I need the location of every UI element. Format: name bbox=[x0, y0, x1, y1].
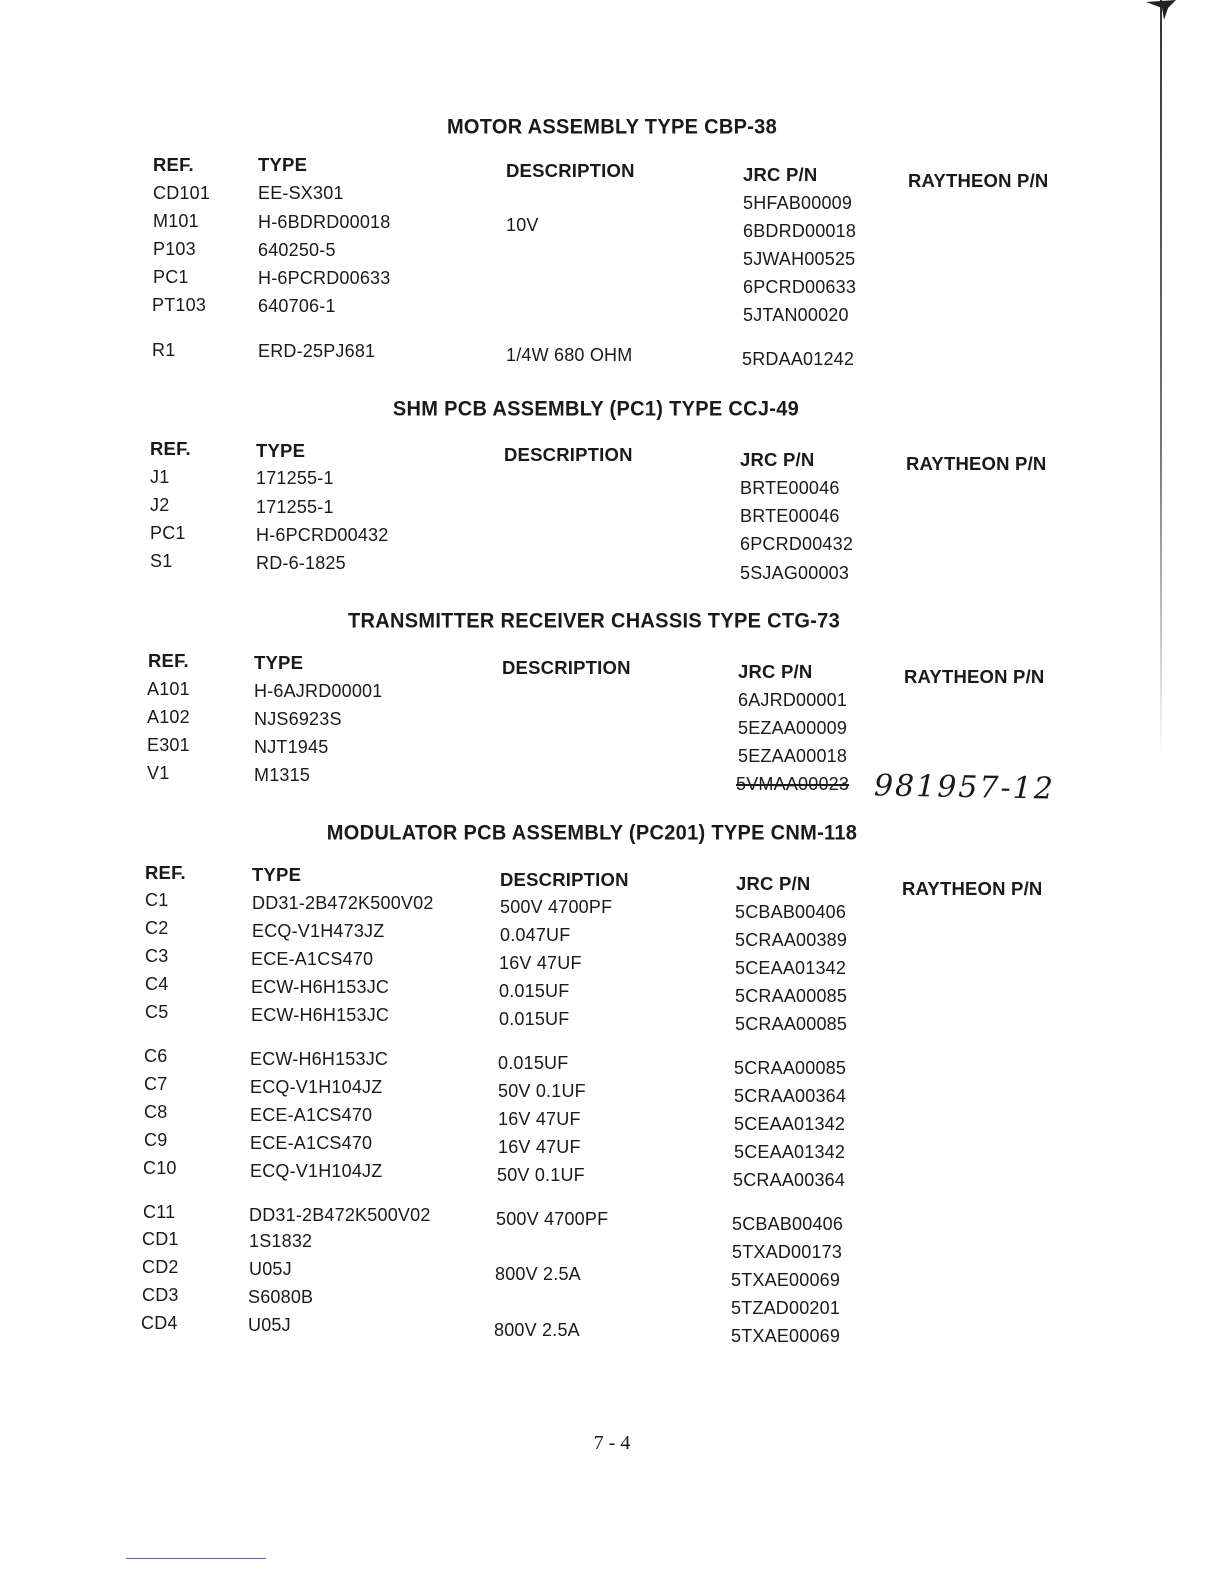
cell-jrc-pn-struck: 5VMAA00023 bbox=[736, 774, 850, 794]
cell-type: 640706-1 bbox=[258, 296, 336, 316]
cell-type: M1315 bbox=[254, 765, 311, 785]
cell-ref: E301 bbox=[147, 735, 190, 755]
cell-jrc-pn: BRTE00046 bbox=[740, 506, 840, 526]
cell-ref: CD101 bbox=[153, 183, 211, 203]
cell-jrc-pn: 5CEAA01342 bbox=[735, 958, 847, 978]
header-description: DESCRIPTION bbox=[506, 160, 635, 181]
cell-ref: J2 bbox=[150, 495, 170, 515]
header-raytheon-pn: RAYTHEON P/N bbox=[906, 453, 1047, 474]
cell-description: 0.015UF bbox=[499, 1009, 570, 1029]
cell-ref: PC1 bbox=[153, 267, 189, 287]
cell-ref: CD3 bbox=[142, 1285, 179, 1305]
cell-jrc-pn: 5TZAD00201 bbox=[731, 1298, 841, 1318]
cell-ref: J1 bbox=[150, 467, 170, 487]
cell-jrc-pn: 6BDRD00018 bbox=[743, 221, 857, 241]
cell-description: 10V bbox=[506, 215, 539, 235]
cell-description: 0.047UF bbox=[500, 925, 571, 945]
cell-jrc-pn: 5CRAA00389 bbox=[735, 930, 848, 950]
cell-description: 0.015UF bbox=[499, 981, 570, 1001]
cell-ref: C9 bbox=[144, 1130, 168, 1150]
cell-jrc-pn: 5CEAA01342 bbox=[734, 1114, 846, 1134]
cell-jrc-pn: BRTE00046 bbox=[740, 478, 840, 498]
cell-jrc-pn: 5CBAB00406 bbox=[732, 1214, 844, 1234]
header-jrc-pn: JRC P/N bbox=[738, 661, 813, 682]
page-number: 7 - 4 bbox=[593, 1432, 631, 1454]
cell-ref: CD1 bbox=[142, 1229, 179, 1249]
cell-ref: C8 bbox=[144, 1102, 168, 1122]
header-description: DESCRIPTION bbox=[500, 869, 629, 890]
cell-jrc-pn: 5CRAA00364 bbox=[734, 1086, 847, 1106]
header-ref: REF. bbox=[153, 154, 194, 175]
cell-jrc-pn: 5JWAH00525 bbox=[743, 249, 856, 269]
cell-jrc-pn: 5CRAA00085 bbox=[735, 986, 848, 1006]
cell-jrc-pn: 6PCRD00432 bbox=[740, 534, 854, 554]
cell-type: 1S1832 bbox=[249, 1231, 313, 1251]
cell-ref: C3 bbox=[145, 946, 169, 966]
section-title-motor-assembly: MOTOR ASSEMBLY TYPE CBP-38 bbox=[446, 115, 778, 139]
cell-ref: S1 bbox=[150, 551, 173, 571]
cell-jrc-pn: 5JTAN00020 bbox=[743, 305, 849, 325]
cell-jrc-pn: 5CEAA01342 bbox=[734, 1142, 846, 1162]
header-type: TYPE bbox=[258, 154, 308, 175]
cell-jrc-pn: 5TXAE00069 bbox=[731, 1326, 841, 1346]
cell-ref: A102 bbox=[147, 707, 190, 727]
cell-jrc-pn: 5CRAA00085 bbox=[735, 1014, 848, 1034]
cell-jrc-pn: 5CRAA00364 bbox=[733, 1170, 846, 1190]
cell-ref: CD2 bbox=[142, 1257, 179, 1277]
header-description: DESCRIPTION bbox=[504, 444, 633, 465]
cell-jrc-pn: 5SJAG00003 bbox=[740, 563, 850, 583]
header-type: TYPE bbox=[254, 652, 304, 673]
cell-jrc-pn: 5HFAB00009 bbox=[743, 193, 853, 213]
cell-ref: PC1 bbox=[150, 523, 186, 543]
cell-type: ERD-25PJ681 bbox=[258, 341, 376, 361]
cell-description: 800V 2.5A bbox=[494, 1320, 580, 1340]
cell-ref: C5 bbox=[145, 1002, 169, 1022]
cell-type: NJT1945 bbox=[254, 737, 329, 757]
cell-type: ECQ-V1H104JZ bbox=[250, 1077, 383, 1097]
cell-type: ECQ-V1H104JZ bbox=[250, 1161, 383, 1181]
header-raytheon-pn: RAYTHEON P/N bbox=[902, 878, 1043, 899]
cell-type: ECQ-V1H473JZ bbox=[252, 921, 385, 941]
cell-type: 640250-5 bbox=[258, 240, 336, 260]
cell-ref: C11 bbox=[143, 1202, 176, 1222]
cell-jrc-pn: 5TXAD00173 bbox=[732, 1242, 843, 1262]
cell-ref: C7 bbox=[144, 1074, 168, 1094]
cell-ref: C10 bbox=[143, 1158, 177, 1178]
cell-jrc-pn: 5TXAE00069 bbox=[731, 1270, 841, 1290]
header-type: TYPE bbox=[256, 440, 306, 461]
cell-type: RD-6-1825 bbox=[256, 553, 346, 573]
section-title-modulator-pcb: MODULATOR PCB ASSEMBLY (PC201) TYPE CNM-118 bbox=[326, 821, 858, 845]
header-jrc-pn: JRC P/N bbox=[743, 164, 818, 185]
header-jrc-pn: JRC P/N bbox=[736, 873, 811, 894]
cell-description: 800V 2.5A bbox=[495, 1264, 581, 1284]
cell-type: S6080B bbox=[248, 1287, 314, 1307]
cell-description: 0.015UF bbox=[498, 1053, 569, 1073]
cell-ref: M101 bbox=[153, 211, 199, 231]
cell-type: ECW-H6H153JC bbox=[251, 977, 390, 997]
section-title-shm-pcb: SHM PCB ASSEMBLY (PC1) TYPE CCJ-49 bbox=[392, 397, 800, 421]
cell-type: ECE-A1CS470 bbox=[251, 949, 374, 969]
cell-description: 500V 4700PF bbox=[500, 897, 613, 917]
header-raytheon-pn: RAYTHEON P/N bbox=[904, 666, 1045, 687]
cell-jrc-pn: 5EZAA00009 bbox=[738, 718, 848, 738]
scan-corner-mark bbox=[1146, 0, 1176, 20]
cell-type: DD31-2B472K500V02 bbox=[252, 893, 434, 913]
cell-type: DD31-2B472K500V02 bbox=[249, 1205, 431, 1225]
scan-edge-line bbox=[1160, 0, 1162, 760]
cell-type: H-6PCRD00432 bbox=[256, 525, 389, 545]
header-ref: REF. bbox=[148, 650, 189, 671]
cell-jrc-pn: 6PCRD00633 bbox=[743, 277, 857, 297]
cell-description: 50V 0.1UF bbox=[497, 1165, 585, 1185]
cell-description: 1/4W 680 OHM bbox=[506, 345, 633, 365]
cell-ref: C6 bbox=[144, 1046, 168, 1066]
cell-description: 500V 4700PF bbox=[496, 1209, 609, 1229]
cell-type: ECE-A1CS470 bbox=[250, 1105, 373, 1125]
cell-jrc-pn: 5EZAA00018 bbox=[738, 746, 848, 766]
header-type: TYPE bbox=[252, 864, 302, 885]
cell-type: EE-SX301 bbox=[258, 183, 344, 203]
cell-type: ECW-H6H153JC bbox=[251, 1005, 390, 1025]
cell-ref: P103 bbox=[153, 239, 196, 259]
cell-type: U05J bbox=[248, 1315, 291, 1335]
header-raytheon-pn: RAYTHEON P/N bbox=[908, 170, 1049, 191]
section-title-transmitter-receiver: TRANSMITTER RECEIVER CHASSIS TYPE CTG-73 bbox=[347, 609, 841, 633]
cell-type: U05J bbox=[249, 1259, 292, 1279]
header-description: DESCRIPTION bbox=[502, 657, 631, 678]
cell-type: 171255-1 bbox=[256, 468, 334, 488]
cell-description: 50V 0.1UF bbox=[498, 1081, 586, 1101]
handwritten-raytheon-pn: 981957-12 bbox=[873, 768, 1056, 807]
cell-ref: R1 bbox=[152, 340, 176, 360]
cell-jrc-pn: 5RDAA01242 bbox=[742, 349, 855, 369]
cell-type: H-6AJRD00001 bbox=[254, 681, 383, 701]
header-ref: REF. bbox=[150, 438, 191, 459]
cell-ref: C4 bbox=[145, 974, 169, 994]
cell-jrc-pn: 6AJRD00001 bbox=[738, 690, 848, 710]
cell-jrc-pn: 5CBAB00406 bbox=[735, 902, 847, 922]
cell-type: ECW-H6H153JC bbox=[250, 1049, 389, 1069]
cell-ref: A101 bbox=[147, 679, 190, 699]
cell-type: H-6PCRD00633 bbox=[258, 268, 391, 288]
header-ref: REF. bbox=[145, 862, 186, 883]
cell-ref: V1 bbox=[147, 763, 170, 783]
cell-ref: C1 bbox=[145, 890, 169, 910]
cell-description: 16V 47UF bbox=[499, 953, 582, 973]
cell-ref: PT103 bbox=[152, 295, 207, 315]
cell-type: 171255-1 bbox=[256, 497, 334, 517]
cell-description: 16V 47UF bbox=[498, 1109, 581, 1129]
cell-jrc-pn: 5CRAA00085 bbox=[734, 1058, 847, 1078]
cell-ref: C2 bbox=[145, 918, 169, 938]
cell-description: 16V 47UF bbox=[498, 1137, 581, 1157]
cell-type: ECE-A1CS470 bbox=[250, 1133, 373, 1153]
header-jrc-pn: JRC P/N bbox=[740, 449, 815, 470]
cell-type: NJS6923S bbox=[254, 709, 342, 729]
cell-type: H-6BDRD00018 bbox=[258, 212, 391, 232]
cell-ref: CD4 bbox=[141, 1313, 178, 1333]
scan-rule bbox=[126, 1558, 266, 1559]
